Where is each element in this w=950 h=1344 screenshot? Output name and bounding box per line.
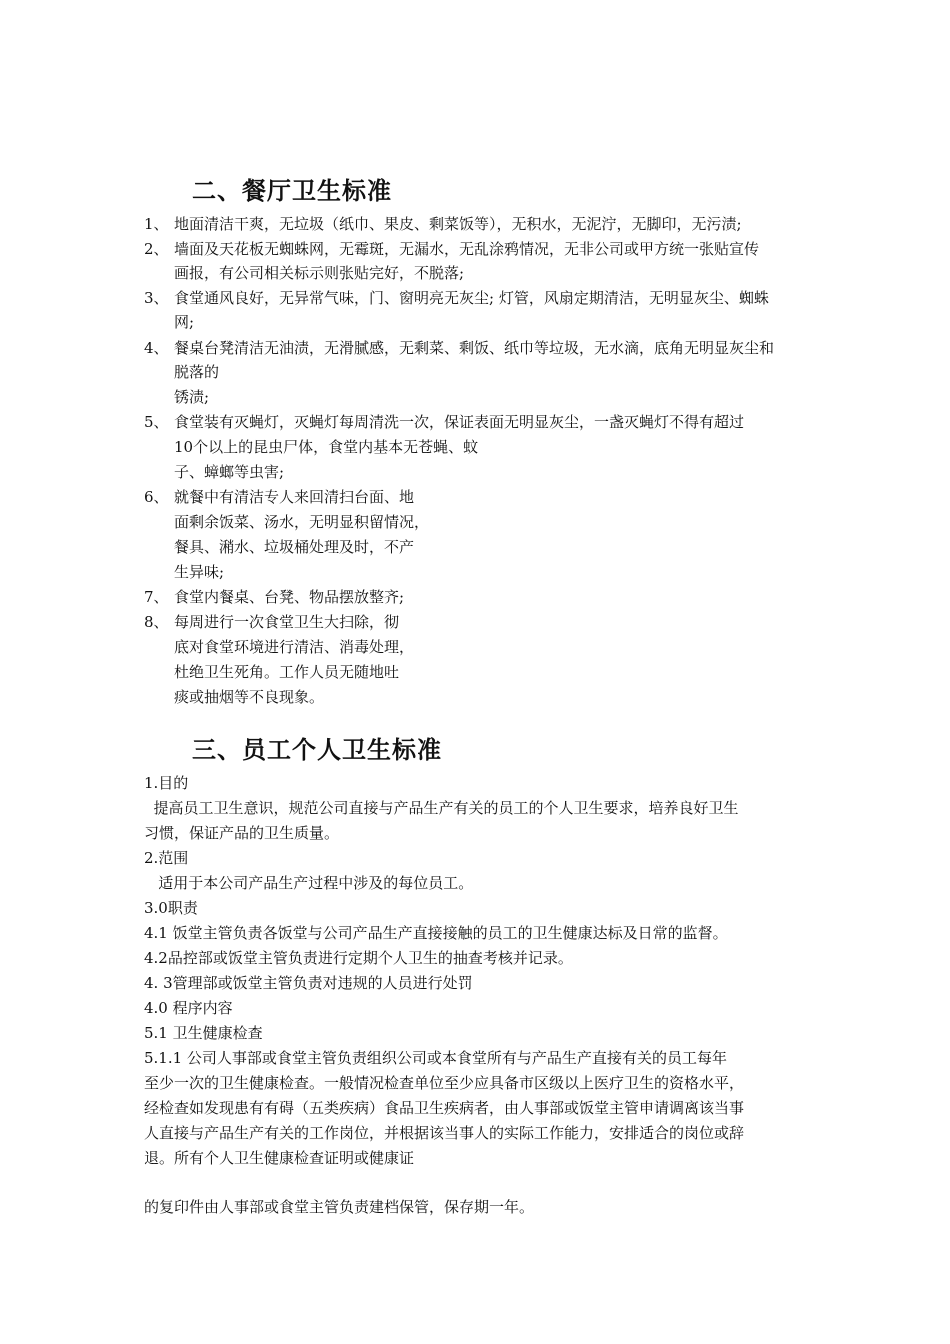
list-item-text: 面剩余饭菜、汤水，无明显积留情况， [174,513,430,531]
paragraph-line: 2.范围 [144,849,189,867]
paragraph-line: 4.0 程序内容 [144,999,233,1017]
list-item-number: 1、 [144,215,169,233]
list-item-text: 锈渍; [174,388,210,406]
paragraph-line: 4.1 饭堂主管负责各饭堂与公司产品生产直接接触的员工的卫生健康达标及日常的监督。 [144,924,728,942]
list-item-text: 就餐中有清洁专人来回清扫台面、地 [174,488,415,506]
paragraph-line: 4. 3管理部或饭堂主管负责对违规的人员进行处罚 [144,974,473,992]
section-title-staff-hygiene: 三、员工个人卫生标准 [192,735,442,764]
list-item-text: 子、蟑螂等虫害; [174,463,285,481]
paragraph-line: 习惯，保证产品的卫生质量。 [144,824,340,842]
paragraph-line: 4.2品控部或饭堂主管负责进行定期个人卫生的抽查考核并记录。 [144,949,573,967]
paragraph-line: 5.1.1 公司人事部或食堂主管负责组织公司或本食堂所有与产品生产直接有关的员工每年 [144,1049,727,1067]
paragraph-line: 3.0职责 [144,899,198,917]
list-item-number: 5、 [144,413,169,431]
list-item-text: 痰或抽烟等不良现象。 [174,688,325,706]
list-item-number: 8、 [144,613,169,631]
paragraph-line: 人直接与产品生产有关的工作岗位，并根据该当事人的实际工作能力，安排适合的岗位或辞 [144,1124,745,1142]
list-item-number: 7、 [144,588,169,606]
paragraph-line: 退。所有个人卫生健康检查证明或健康证 [144,1149,415,1167]
list-item-text: 10个以上的昆虫尸体，食堂内基本无苍蝇、蚊 [174,438,479,456]
list-item-number: 2、 [144,240,169,258]
list-item-text: 食堂内餐桌、台凳、物品摆放整齐; [174,588,405,606]
list-item-number: 6、 [144,488,169,506]
list-item-text: 食堂通风良好，无异常气味，门、窗明亮无灰尘; 灯管，风扇定期清洁，无明显灰尘、蜘蛛 [174,289,769,307]
list-item-text: 餐桌台凳清洁无油渍，无滑腻感，无剩菜、剩饭、纸巾等垃圾，无水滴，底角无明显灰尘和 [174,339,775,357]
list-item-text: 地面清洁干爽，无垃圾（纸巾、果皮、剩菜饭等），无积水，无泥泞，无脚印，无污渍; [174,215,742,233]
list-item-text: 每周进行一次食堂卫生大扫除，彻 [174,613,400,631]
list-item-number: 4、 [144,339,169,357]
paragraph-line: 提高员工卫生意识，规范公司直接与产品生产有关的员工的个人卫生要求，培养良好卫生 [144,799,739,817]
paragraph-line: 的复印件由人事部或食堂主管负责建档保管，保存期一年。 [144,1198,535,1216]
list-item-text: 画报，有公司相关标示则张贴完好，不脱落; [174,264,465,282]
section-title-canteen-hygiene: 二、餐厅卫生标准 [192,176,392,205]
list-item-number: 3、 [144,289,169,307]
list-item-text: 底对食堂环境进行清洁、消毒处理， [174,638,415,656]
paragraph-line: 经检查如发现患有有碍（五类疾病）食品卫生疾病者，由人事部或饭堂主管申请调离该当事 [144,1099,745,1117]
list-item-text: 杜绝卫生死角。工作人员无随地吐 [174,663,400,681]
paragraph-line: 1.目的 [144,774,189,792]
list-item-text: 生异味; [174,563,225,581]
list-item-text: 餐具、潲水、垃圾桶处理及时，不产 [174,538,415,556]
paragraph-line: 至少一次的卫生健康检查。一般情况检查单位至少应具备市区级以上医疗卫生的资格水平， [144,1074,745,1092]
list-item-text: 脱落的 [174,363,220,381]
list-item-text: 网; [174,313,195,331]
paragraph-line: 5.1 卫生健康检查 [144,1024,263,1042]
paragraph-line: 适用于本公司产品生产过程中涉及的每位员工。 [144,874,474,892]
list-item-text: 食堂装有灭蝇灯，灭蝇灯每周清洗一次，保证表面无明显灰尘，一盏灭蝇灯不得有超过 [174,413,745,431]
list-item-text: 墙面及天花板无蜘蛛网，无霉斑，无漏水，无乱涂鸦情况，无非公司或甲方统一张贴宣传 [174,240,760,258]
